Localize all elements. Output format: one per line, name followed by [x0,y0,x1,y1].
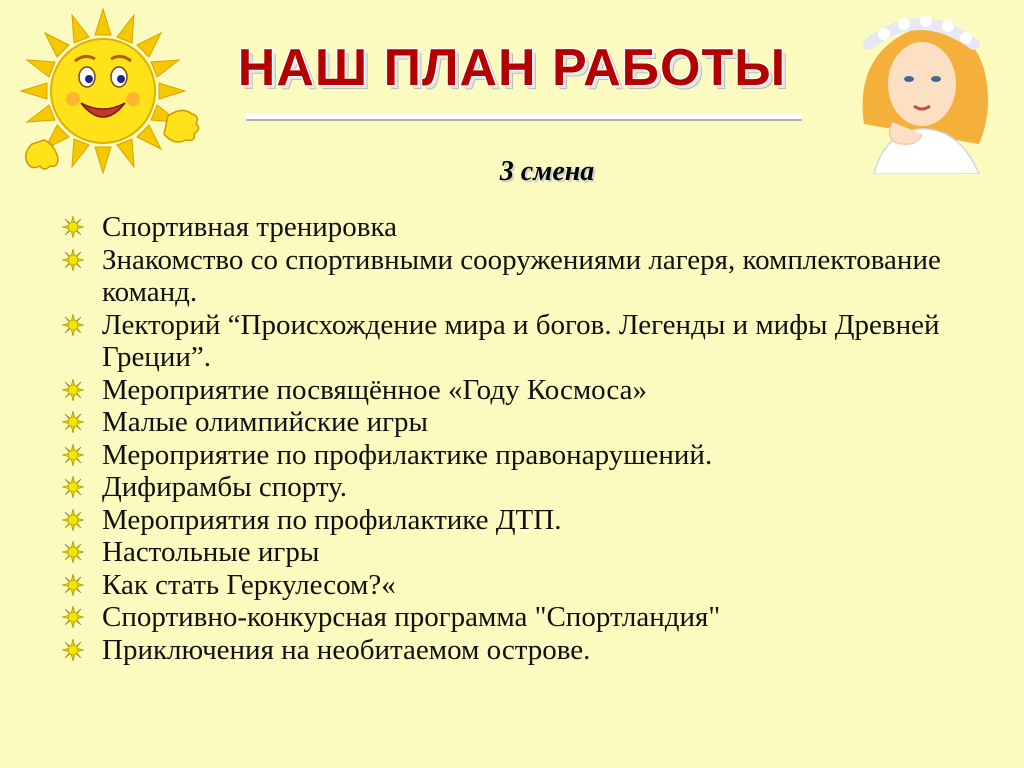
list-item-text: Приключения на необитаемом острове. [102,633,591,666]
title-underline [246,113,802,121]
list-item [62,601,1012,634]
list-item-text: Мероприятие по профилактике правонарушений. [102,438,713,471]
list-item [62,536,1012,569]
sun-bullet-icon [62,639,84,661]
sun-bullet-icon [62,379,84,401]
sun-bullet-icon [62,216,84,238]
list-item-text: Мероприятие посвящённое «Году Космоса» [102,373,647,406]
list-item [62,309,1012,374]
list-item [62,211,1012,244]
list-item-text: Мероприятия по профилактике ДТП. [102,503,562,536]
slide-title: НАШ ПЛАН РАБОТЫ [237,39,787,97]
list-item-text: Знакомство со спортивными сооружениями лагеря, комплектование команд. [102,243,941,308]
list-item [62,569,1012,602]
list-item-text: Дифирамбы спорту. [102,471,347,503]
list-item [62,374,1012,407]
list-item [62,406,1012,439]
sun-bullet-icon [62,476,84,498]
sun-bullet-icon [62,541,84,563]
sun-bullet-icon [62,314,84,336]
slide-subtitle: 3 смена [499,156,595,187]
list-item-text: Спортивно-конкурсная программа "Спортландия" [102,601,721,633]
sun-bullet-icon [62,509,84,531]
sun-bullet-icon [62,574,84,596]
list-item-text: Как стать Геркулесом?« [102,568,396,601]
sun-bullet-icon [62,444,84,466]
list-item [62,504,1012,537]
sun-bullet-icon [62,249,84,271]
list-item [62,439,1012,472]
list-item [62,244,1012,309]
list-item-text: Малые олимпийские игры [102,406,429,438]
list-item [62,471,1012,504]
sun-bullet-icon [62,606,84,628]
list-item-text: Настольные игры [102,536,320,568]
list-item [62,634,1012,667]
work-plan-list [62,211,1012,666]
list-item-text: Лекторий “Происхождение мира и богов. Легенды и мифы Древней Греции”. [102,308,940,373]
sun-bullet-icon [62,411,84,433]
list-item-text: Спортивная тренировка [102,211,397,243]
